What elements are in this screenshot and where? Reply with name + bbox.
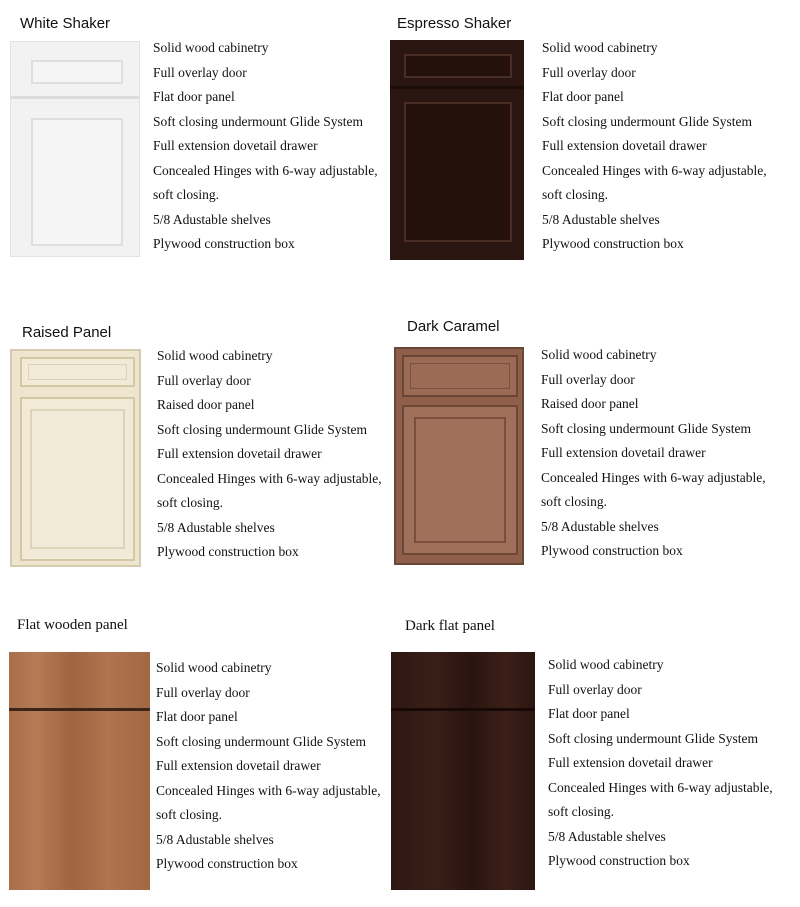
- feature-item: soft closing.: [541, 494, 607, 509]
- feature-item: Soft closing undermount Glide System: [541, 420, 751, 436]
- feature-item: 5/8 Adustable shelves: [157, 519, 275, 535]
- dark-flat-panel-door-image: [391, 652, 535, 890]
- feature-item: Flat door panel: [153, 89, 235, 104]
- feature-item: Solid wood cabinetry: [541, 347, 657, 362]
- feature-item: soft closing.: [153, 187, 219, 202]
- feature-item: 5/8 Adustable shelves: [548, 828, 666, 844]
- flat-wooden-panel-feature-list: [156, 656, 381, 877]
- feature-item: Full overlay door: [541, 371, 635, 387]
- feature-item: Full extension dovetail drawer: [541, 445, 706, 460]
- raised-panel-door-image: [10, 349, 141, 567]
- feature-item: Raised door panel: [157, 397, 255, 412]
- white-shaker-feature-list: [153, 36, 378, 257]
- feature-item: Flat door panel: [156, 709, 238, 724]
- feature-item: soft closing.: [156, 807, 222, 822]
- feature-item: 5/8 Adustable shelves: [153, 211, 271, 227]
- feature-item: Concealed Hinges with 6-way adjustable,: [156, 782, 381, 798]
- dark-caramel-door-image: [394, 347, 524, 565]
- feature-item: Concealed Hinges with 6-way adjustable,: [153, 162, 378, 178]
- raised-panel-feature-list: [157, 344, 382, 565]
- espresso-shaker-feature-list: [542, 36, 767, 257]
- feature-item: Flat door panel: [542, 89, 624, 104]
- feature-item: Plywood construction box: [157, 544, 299, 559]
- feature-item: Plywood construction box: [541, 543, 683, 558]
- feature-item: Plywood construction box: [542, 236, 684, 251]
- feature-item: soft closing.: [157, 495, 223, 510]
- feature-item: Solid wood cabinetry: [153, 40, 269, 55]
- feature-item: 5/8 Adustable shelves: [542, 211, 660, 227]
- section-title-dark-caramel: Dark Caramel: [407, 318, 500, 335]
- feature-item: Flat door panel: [548, 706, 630, 721]
- feature-item: Full extension dovetail drawer: [542, 138, 707, 153]
- feature-item: Soft closing undermount Glide System: [548, 730, 758, 746]
- section-title-dark-flat-panel: Dark flat panel: [405, 618, 495, 634]
- feature-item: Concealed Hinges with 6-way adjustable,: [542, 162, 767, 178]
- feature-item: Raised door panel: [541, 396, 639, 411]
- feature-item: Full extension dovetail drawer: [156, 758, 321, 773]
- feature-item: Soft closing undermount Glide System: [157, 421, 367, 437]
- dark-flat-panel-feature-list: [548, 653, 773, 874]
- feature-item: Solid wood cabinetry: [548, 657, 664, 672]
- feature-item: Soft closing undermount Glide System: [542, 113, 752, 129]
- feature-item: Full overlay door: [153, 64, 247, 80]
- feature-item: Plywood construction box: [153, 236, 295, 251]
- flat-wooden-panel-door-image: [9, 652, 150, 890]
- section-title-raised-panel: Raised Panel: [22, 324, 112, 341]
- feature-item: Concealed Hinges with 6-way adjustable,: [548, 779, 773, 795]
- feature-item: Plywood construction box: [156, 856, 298, 871]
- feature-item: Full overlay door: [542, 64, 636, 80]
- section-title-white-shaker: White Shaker: [20, 15, 111, 32]
- feature-item: Full overlay door: [156, 684, 250, 700]
- section-title-espresso-shaker: Espresso Shaker: [397, 15, 512, 32]
- feature-item: Full extension dovetail drawer: [548, 755, 713, 770]
- feature-item: Solid wood cabinetry: [542, 40, 658, 55]
- feature-item: Full extension dovetail drawer: [157, 446, 322, 461]
- feature-item: Concealed Hinges with 6-way adjustable,: [157, 470, 382, 486]
- feature-item: Soft closing undermount Glide System: [156, 733, 366, 749]
- feature-item: 5/8 Adustable shelves: [156, 831, 274, 847]
- white-shaker-door-image: [10, 41, 140, 257]
- espresso-shaker-door-image: [390, 40, 524, 260]
- feature-item: Solid wood cabinetry: [156, 660, 272, 675]
- feature-item: soft closing.: [548, 804, 614, 819]
- dark-caramel-feature-list: [541, 343, 766, 564]
- feature-item: Full overlay door: [157, 372, 251, 388]
- feature-item: Soft closing undermount Glide System: [153, 113, 363, 129]
- feature-item: Plywood construction box: [548, 853, 690, 868]
- feature-item: Full extension dovetail drawer: [153, 138, 318, 153]
- feature-item: 5/8 Adustable shelves: [541, 518, 659, 534]
- feature-item: soft closing.: [542, 187, 608, 202]
- feature-item: Full overlay door: [548, 681, 642, 697]
- feature-item: Concealed Hinges with 6-way adjustable,: [541, 469, 766, 485]
- feature-item: Solid wood cabinetry: [157, 348, 273, 363]
- section-title-flat-wooden-panel: Flat wooden panel: [17, 617, 128, 633]
